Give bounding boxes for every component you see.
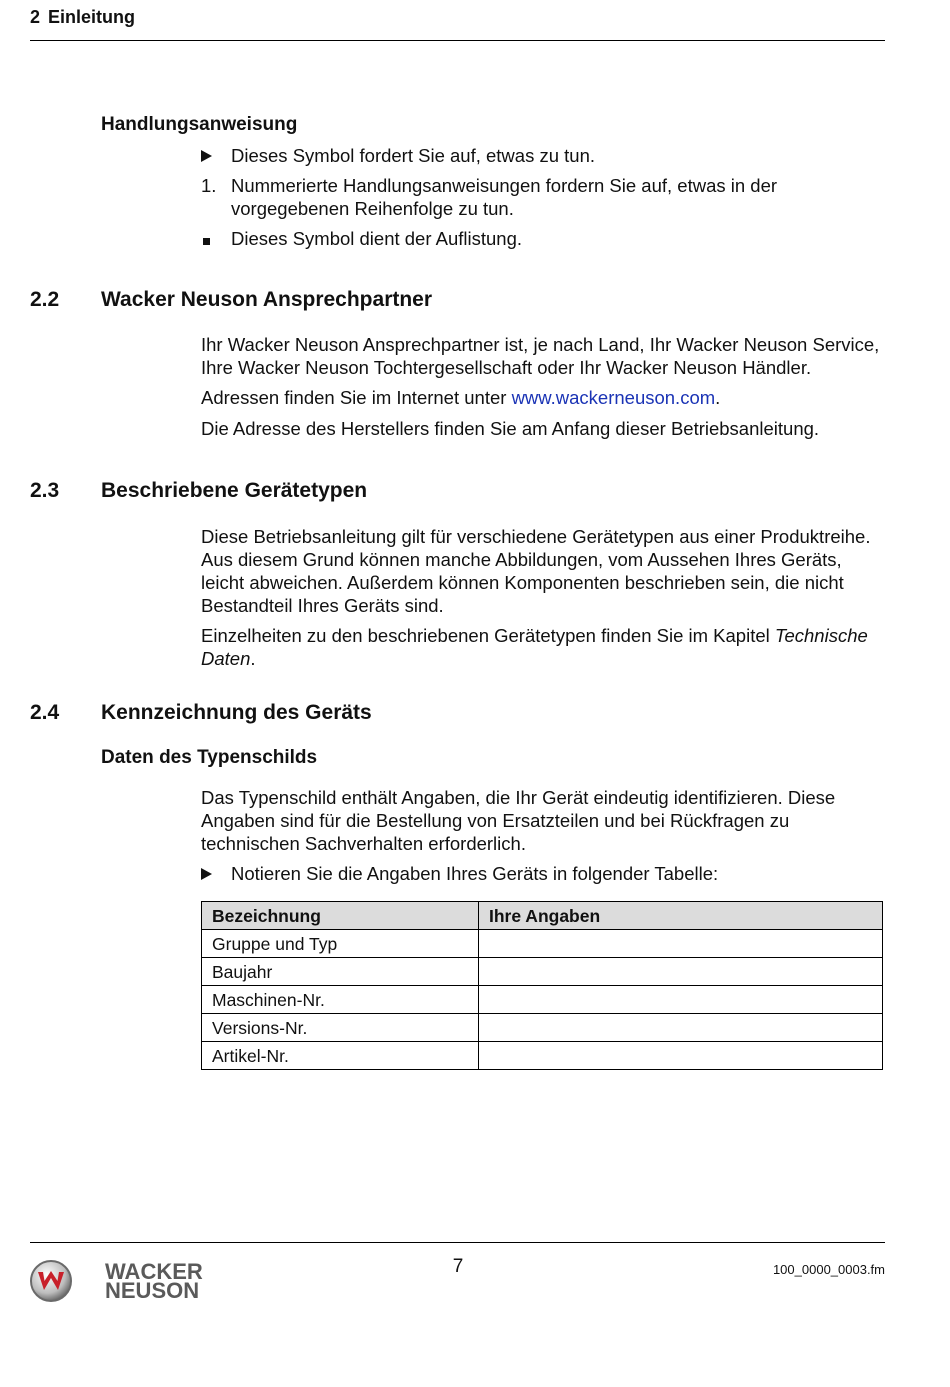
- manufacturer-paragraph: Die Adresse des Herstellers finden Sie am Anfang dieser Betriebsanleitung.: [201, 418, 820, 439]
- instruction-item-text: Nummerierte Handlungsanweisungen fordern Sie auf, etwas in der vorgegebenen Reihenfolge zu tun.: [231, 175, 778, 219]
- table-cell-value[interactable]: [479, 958, 883, 986]
- address-suffix: .: [715, 387, 721, 408]
- table-row: [202, 1014, 883, 1042]
- type-plate-paragraph: Das Typenschild enthält Angaben, die Ihr Gerät eindeutig identifizieren. Diese Angaben sind für die Bestellung von Ersatzteilen und bei Rückfragen zu technischen Sachverhalten erforderlich.: [201, 787, 836, 854]
- section-number: 2.3: [30, 479, 60, 502]
- instruction-item-text: Notieren Sie die Angaben Ihres Geräts in folgender Tabelle:: [231, 863, 719, 884]
- instruction-item-action: [201, 862, 885, 885]
- website-link[interactable]: www.wackerneuson.com: [511, 387, 716, 408]
- source-file-name: 100_0000_0003.fm: [772, 1262, 885, 1277]
- contact-paragraph: Ihr Wacker Neuson Ansprechpartner ist, je nach Land, Ihr Wacker Neuson Service, Ihre Wacker Neuson Tochtergesellschaft oder Ihr Wacker Neuson Händler.: [201, 334, 880, 378]
- address-text: Adressen finden Sie im Internet unter: [201, 387, 512, 408]
- action-triangle-icon: [201, 862, 227, 885]
- instructions-title: Handlungsanweisung: [101, 114, 298, 135]
- instruction-step-number: 1.: [201, 175, 217, 196]
- logo-line-2: NEUSON: [105, 1278, 200, 1303]
- table-header-cell: Ihre Angaben: [479, 902, 883, 930]
- subsection-title: Daten des Typenschilds: [101, 747, 318, 768]
- table-row: [202, 958, 883, 986]
- chapter-header: [30, 6, 135, 28]
- page-number: 7: [452, 1256, 464, 1277]
- section-title: Kennzeichnung des Geräts: [101, 701, 372, 724]
- table-header-row: [202, 902, 883, 930]
- section-number: 2.4: [30, 701, 60, 724]
- instruction-item-text: Dieses Symbol dient der Auflistung.: [231, 228, 523, 249]
- details-paragraph: [201, 624, 885, 670]
- table-cell-value[interactable]: [479, 986, 883, 1014]
- table-row: [202, 986, 883, 1014]
- chapter-reference: Technische Daten: [201, 625, 868, 669]
- instruction-item-action: [201, 144, 885, 167]
- table-row: [202, 930, 883, 958]
- device-types-paragraph: Diese Betriebsanleitung gilt für verschiedene Gerätetypen aus einer Produktreihe. Aus diesem Grund können manche Abbildungen, vom Aussehen Ihres Geräts, leicht abweichen. Außerdem können Komponenten beschrieben sein, die nicht Bestandteil Ihres Geräts sind.: [201, 526, 871, 616]
- action-triangle-icon: [201, 144, 227, 167]
- section-title: Wacker Neuson Ansprechpartner: [101, 288, 433, 311]
- list-square-icon: [201, 227, 227, 250]
- details-suffix: .: [250, 648, 256, 669]
- footer-divider: [30, 1242, 885, 1243]
- wacker-neuson-w-logo-icon: [29, 1259, 73, 1303]
- chapter-number: 2: [30, 7, 41, 27]
- logo-line-1: WACKER: [105, 1259, 203, 1284]
- address-paragraph: [201, 386, 885, 409]
- table-cell-label: Gruppe und Typ: [202, 930, 479, 958]
- section-number: 2.2: [30, 288, 60, 311]
- instruction-item-numbered: [201, 174, 885, 220]
- table-cell-value[interactable]: [479, 1014, 883, 1042]
- table-cell-label: Baujahr: [202, 958, 479, 986]
- details-text: Einzelheiten zu den beschriebenen Gerätetypen finden Sie im Kapitel: [201, 625, 775, 646]
- wacker-neuson-wordmark: [105, 1259, 203, 1303]
- table-cell-label: Maschinen-Nr.: [202, 986, 479, 1014]
- header-divider: [30, 40, 885, 41]
- table-cell-label: Artikel-Nr.: [202, 1042, 479, 1070]
- section-title: Beschriebene Gerätetypen: [101, 479, 368, 502]
- table-row: [202, 1042, 883, 1070]
- type-plate-table: [201, 901, 883, 1070]
- instruction-item-text: Dieses Symbol fordert Sie auf, etwas zu tun.: [231, 145, 596, 166]
- chapter-title: Einleitung: [48, 7, 136, 27]
- table-cell-value[interactable]: [479, 1042, 883, 1070]
- table-cell-label: Versions-Nr.: [202, 1014, 479, 1042]
- table-header-cell: Bezeichnung: [202, 902, 479, 930]
- instruction-item-list: [201, 227, 885, 250]
- table-cell-value[interactable]: [479, 930, 883, 958]
